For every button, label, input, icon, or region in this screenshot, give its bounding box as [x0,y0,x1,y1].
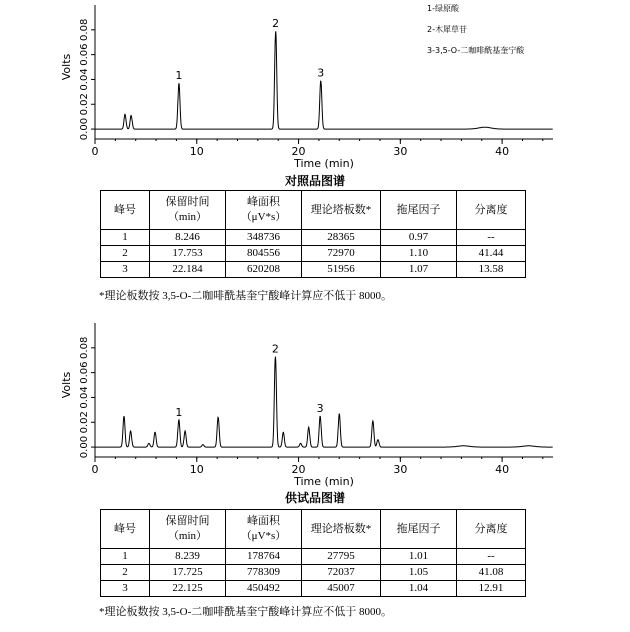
header-peak-no: 峰号 [101,191,150,230]
chart2-peak-label: 2 [271,342,279,356]
chart1-y-tick-label: 0.08 [79,18,90,41]
header-peak-area: 峰面积 （μV*s） [226,191,302,230]
cell: 8.246 [150,230,226,246]
cell: 178764 [226,549,302,565]
chart1-peak-label: 3 [317,66,325,80]
cell: 804556 [226,246,302,262]
cell: 8.239 [150,549,226,565]
sample-chromatogram [0,318,630,493]
cell: 450492 [226,581,302,597]
chart2-x-tick-label: 20 [291,463,306,476]
table-row [101,262,526,278]
chart1-legend-entry: 1-绿原酸 [427,4,459,13]
chart2-y-tick-label: 0.00 [79,435,90,459]
cell: 1 [101,230,150,246]
chart2-x-tick-label: 40 [495,463,510,476]
cell: 1 [101,549,150,565]
cell: 12.91 [457,581,526,597]
cell: 778309 [226,565,302,581]
chart2-y-tick-label: 0.02 [79,411,90,434]
cell: -- [457,549,526,565]
chart2-x-tick-label: 30 [393,463,408,476]
header-peak-no: 峰号 [101,510,150,549]
chart2-peak-label: 1 [175,405,183,419]
chart1-x-tick-label: 0 [91,145,99,158]
cell: 3 [101,262,150,278]
cell: 28365 [302,230,381,246]
chart2-y-tick-label: 0.08 [79,336,90,359]
chart1-legend-entry: 2-木犀草苷 [427,25,467,34]
header-plates: 理论塔板数* [302,191,381,230]
cell: 0.97 [381,230,457,246]
chart2-trace [95,357,553,448]
chart1-y-tick-label: 0.00 [79,117,90,141]
cell: 2 [101,246,150,262]
cell: 27795 [302,549,381,565]
sample-caption: 供试品图谱 [284,491,345,505]
cell: 17.725 [150,565,226,581]
reference-caption: 对照品图谱 [284,174,345,188]
header-peak-area: 峰面积 （μV*s） [226,510,302,549]
cell: 1.01 [381,549,457,565]
sample-results-table [100,509,526,597]
cell: 2 [101,565,150,581]
cell: 1.10 [381,246,457,262]
chart1-legend-entry: 3-3,5-O-二咖啡酰基奎宁酸 [427,46,525,55]
chart1-x-tick-label: 30 [393,145,408,158]
cell: 72037 [302,565,381,581]
chart2-y-tick-label: 0.04 [79,386,90,409]
chart2-x-tick-label: 0 [91,463,99,476]
reference-chromatogram-svg [0,0,630,175]
cell: 51956 [302,262,381,278]
sample-chromatogram-svg [0,318,630,493]
chart1-y-tick-label: 0.04 [79,68,90,91]
table-header-row [101,191,526,230]
chart1-x-tick-label: 20 [291,145,306,158]
table-row [101,565,526,581]
cell: 45007 [302,581,381,597]
cell: 1.04 [381,581,457,597]
cell: 1.07 [381,262,457,278]
chart2-x-axis-title: Time (min) [294,475,354,488]
sample-footnote: *理论板数按 3,5-O-二咖啡酰基奎宁酸峰计算应不低于 8000。 [99,606,393,618]
table-header-row [101,510,526,549]
header-tailing: 拖尾因子 [381,510,457,549]
cell: 13.58 [457,262,526,278]
table-row [101,549,526,565]
cell: 3 [101,581,150,597]
chart1-x-tick-label: 10 [189,145,204,158]
reference-results-table [100,190,526,278]
chart1-x-tick-label: 40 [495,145,510,158]
cell: 17.753 [150,246,226,262]
chart1-peak-label: 2 [272,17,280,31]
table-row [101,581,526,597]
cell: 22.184 [150,262,226,278]
header-tailing: 拖尾因子 [381,191,457,230]
reference-chromatogram [0,0,630,175]
chart1-y-axis-title: Volts [60,53,73,81]
chart1-y-tick-label: 0.06 [79,43,90,66]
cell: 41.44 [457,246,526,262]
cell: 72970 [302,246,381,262]
chart2-y-axis-title: Volts [60,371,73,399]
table-row [101,230,526,246]
chart2-peak-label: 3 [316,402,324,416]
table-row [101,246,526,262]
header-resolution: 分离度 [457,510,526,549]
chart1-y-tick-label: 0.02 [79,93,90,116]
chart2-x-tick-label: 10 [189,463,204,476]
cell: 348736 [226,230,302,246]
header-resolution: 分离度 [457,191,526,230]
cell: -- [457,230,526,246]
cell: 1.05 [381,565,457,581]
header-retention-time: 保留时间 （min） [150,191,226,230]
chart1-peak-label: 1 [175,69,183,83]
cell: 41.08 [457,565,526,581]
cell: 22.125 [150,581,226,597]
header-retention-time: 保留时间 （min） [150,510,226,549]
chart2-y-tick-label: 0.06 [79,361,90,384]
chart1-x-axis-title: Time (min) [294,157,354,170]
reference-footnote: *理论板数按 3,5-O-二咖啡酰基奎宁酸峰计算应不低于 8000。 [99,290,393,302]
cell: 620208 [226,262,302,278]
header-plates: 理论塔板数* [302,510,381,549]
